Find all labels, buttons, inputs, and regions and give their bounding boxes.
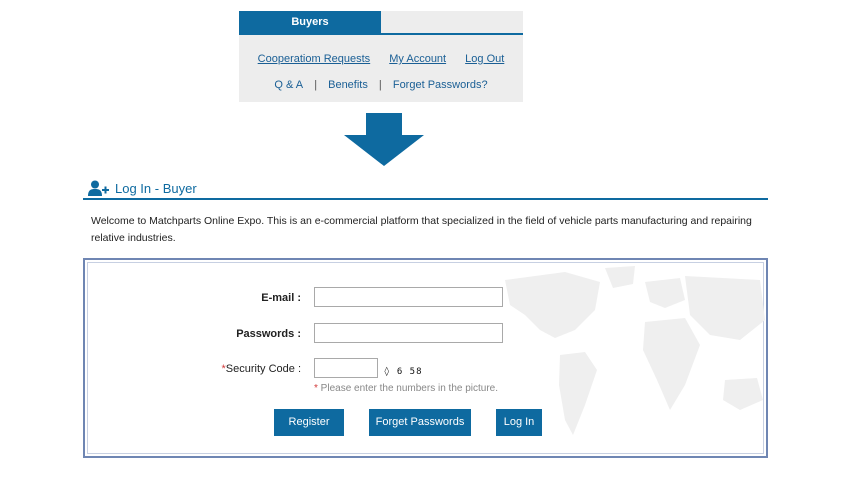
login-header [88, 178, 197, 198]
arrow-down-icon [344, 113, 424, 166]
add-user-icon [88, 180, 110, 196]
security-code-label-text: Security Code : [225, 363, 301, 375]
email-label: E-mail : [261, 292, 301, 304]
my-account-link[interactable]: My Account [389, 53, 447, 65]
link-separator: | [378, 79, 382, 91]
help-links [239, 79, 523, 91]
password-label: Passwords : [236, 328, 301, 340]
hint-star: * [314, 383, 318, 394]
link-separator: | [314, 79, 318, 91]
page-title: Log In - Buyer [115, 180, 197, 196]
register-button[interactable]: Register [274, 409, 344, 436]
login-form-box [83, 258, 768, 458]
security-code-label [181, 363, 301, 375]
benefits-link[interactable]: Benefits [328, 79, 368, 91]
qa-link[interactable]: Q & A [274, 79, 304, 91]
captcha-image: ◊ 6 58 [384, 367, 423, 377]
forget-passwords-button[interactable]: Forget Passwords [369, 409, 471, 436]
account-links [239, 53, 523, 65]
buyers-tab[interactable]: Buyers [239, 11, 381, 34]
security-code-field[interactable] [314, 358, 378, 378]
hint-text: Please enter the numbers in the picture. [317, 383, 499, 394]
tab-underline [239, 33, 523, 35]
password-field[interactable] [314, 323, 503, 343]
log-in-button[interactable]: Log In [496, 409, 542, 436]
email-field[interactable] [314, 287, 503, 307]
log-out-link[interactable]: Log Out [465, 53, 505, 65]
welcome-text: Welcome to Matchparts Online Expo. This is an e-commercial platform that specialized in the field of vehicle parts manufacturing and repairing relative industries. [91, 215, 752, 244]
header-divider [83, 198, 768, 200]
security-code-hint [314, 383, 498, 394]
forget-passwords-link[interactable]: Forget Passwords? [392, 79, 488, 91]
required-star: * [221, 363, 226, 375]
cooperation-requests-link[interactable]: Cooperatiom Requests [257, 53, 371, 65]
buyers-panel [239, 11, 523, 102]
